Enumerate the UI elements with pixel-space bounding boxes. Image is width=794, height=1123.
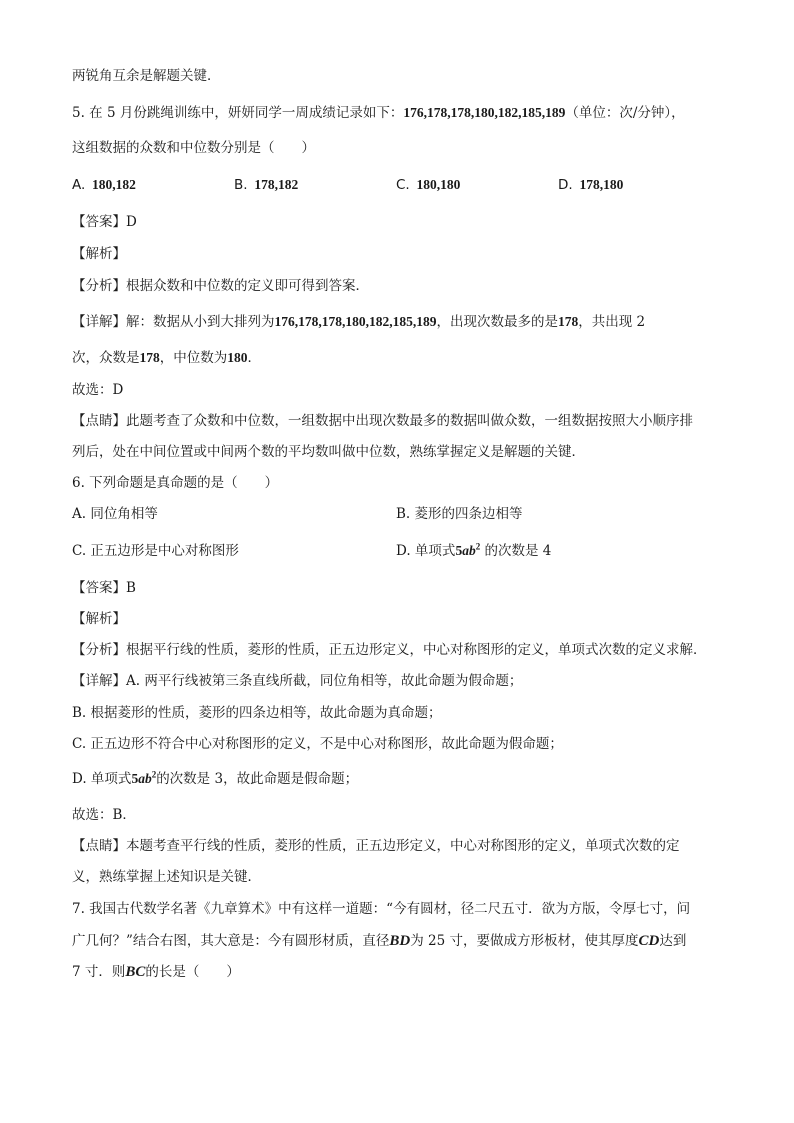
- q5-analysis-heading: 【解析】: [72, 246, 126, 262]
- q5-comment-line2: 列后，处在中间位置或中间两个数的平均数叫做中位数，熟练掌握定义是解题的关键．: [72, 444, 585, 460]
- q6-answer: 【答案】B: [72, 580, 136, 596]
- q5-stem-line2: 这组数据的众数和中位数分别是（ ）: [72, 140, 315, 156]
- q5-detail-line1: 【详解】解：数据从小到大排列为176,178,178,180,182,185,189，出现次数最多的是178，共出现 2: [72, 314, 646, 330]
- q5-stem-text: 5. 在 5 月份跳绳训练中，妍妍同学一周成绩记录如下：: [72, 105, 404, 121]
- q7-stem-line1: 7. 我国古代数学名著《九章算术》中有这样一道题：“今有圆材，径二尺五寸．欲为方版，令厚七寸，问: [72, 901, 691, 917]
- q6-option-b: B. 菱形的四条边相等: [396, 506, 523, 522]
- q7-stem-line2: 广几何？”结合右图，其大意是：今有圆形材质，直径BD为 25 寸，要做成方形板材，使其厚度CD达到: [72, 933, 687, 949]
- q5-option-c: C. 180,180: [396, 177, 461, 193]
- q6-detail-a: 【详解】A. 两平行线被第三条直线所截，同位角相等，故此命题为假命题；: [72, 673, 523, 689]
- q6-option-c: C. 正五边形是中心对称图形: [72, 543, 239, 559]
- q5-option-d: D. 178,180: [558, 177, 624, 193]
- q6-comment-line1: 【点睛】本题考查平行线的性质，菱形的性质，正五边形定义，中心对称图形的定义，单项式次数的定: [72, 838, 680, 854]
- q5-unit: （单位：次/分钟），: [565, 105, 685, 121]
- q5-data: 176,178,178,180,182,185,189: [403, 105, 566, 120]
- q6-stem: 6. 下列命题是真命题的是（ ）: [72, 475, 279, 491]
- q6-detail-b: B. 根据菱形的性质，菱形的四条边相等，故此命题为真命题；: [72, 705, 442, 721]
- q6-option-d: D. 单项式$5ab^2$ 的次数是 4: [396, 541, 552, 559]
- q5-fenxi: 【分析】根据众数和中位数的定义即可得到答案．: [72, 278, 369, 294]
- q6-detail-c: C. 正五边形不符合中心对称图形的定义，不是中心对称图形，故此命题为假命题；: [72, 736, 563, 752]
- q5-option-b: B. 178,182: [234, 177, 299, 193]
- q6-detail-d: D. 单项式$5ab^2$的次数是 3，故此命题是假命题；: [72, 769, 359, 787]
- q5-choice: 故选：D: [72, 382, 124, 398]
- q6-comment-line2: 义，熟练掌握上述知识是关键．: [72, 869, 261, 885]
- q6-analysis-heading: 【解析】: [72, 611, 126, 627]
- q6-choice: 故选：B．: [72, 807, 136, 823]
- q5-option-a: A. 180,182: [72, 177, 136, 193]
- q6-fenxi: 【分析】根据平行线的性质，菱形的性质，正五边形定义，中心对称图形的定义，单项式次数的定义求解．: [72, 642, 707, 658]
- q5-detail-line2: 次，众数是178，中位数为180．: [72, 350, 261, 366]
- q7-stem-line3: 7 寸．则BC的长是（ ）: [72, 964, 240, 980]
- q6-option-a: A. 同位角相等: [72, 506, 158, 522]
- prev-solution-tail: 两锐角互余是解题关键．: [72, 68, 221, 84]
- q5-stem-line1: [72, 103, 685, 123]
- q5-answer: 【答案】D: [72, 214, 137, 230]
- q5-comment-line1: 【点睛】此题考查了众数和中位数，一组数据中出现次数最多的数据叫做众数，一组数据按照大小顺序排: [72, 413, 693, 429]
